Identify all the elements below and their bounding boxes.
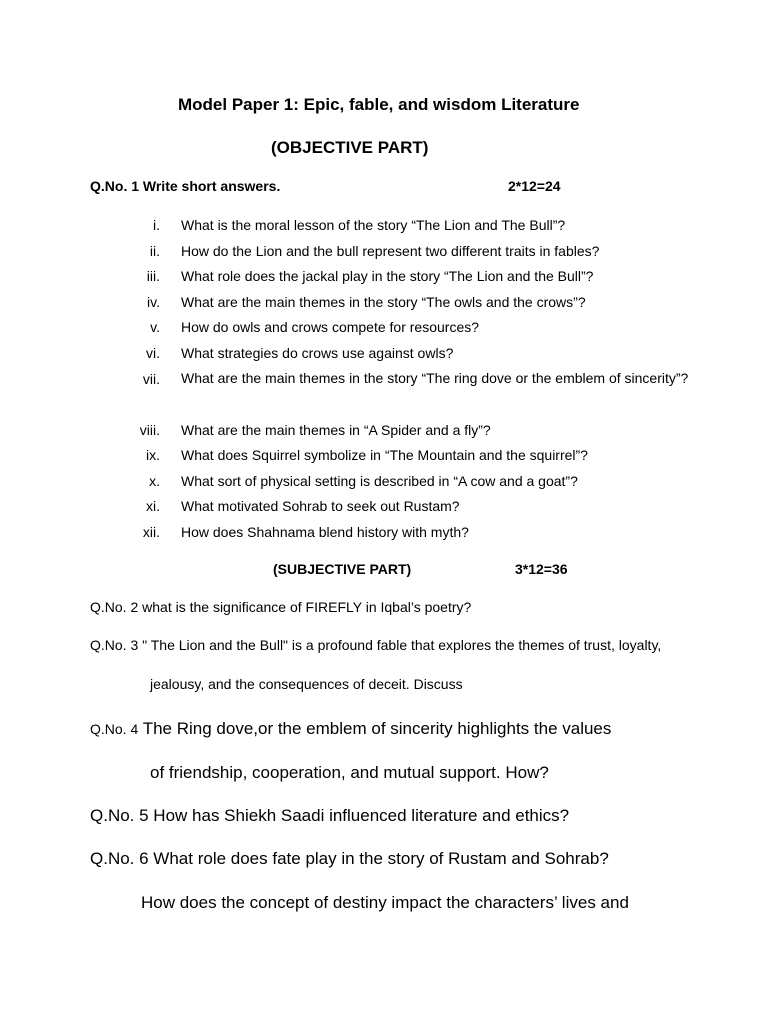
subjective-heading: (SUBJECTIVE PART) xyxy=(273,561,412,577)
item-text: How do owls and crows compete for resources? xyxy=(181,319,480,336)
q4-line2: of friendship, cooperation, and mutual support. How? xyxy=(150,763,549,782)
item-number: vi. xyxy=(146,344,160,361)
q4-label: Q.No. 4 xyxy=(90,721,139,737)
list-item xyxy=(90,497,730,523)
list-item xyxy=(90,242,730,268)
q5-text: Q.No. 5 How has Shiekh Saadi influenced literature and ethics? xyxy=(90,806,570,825)
objective-heading: (OBJECTIVE PART) xyxy=(271,138,429,157)
item-text: What are the main themes in “A Spider and a fly”? xyxy=(181,421,491,438)
list-item xyxy=(90,293,730,319)
item-number: iv. xyxy=(147,293,160,310)
list-item xyxy=(90,370,730,421)
q1-marks: 2*12=24 xyxy=(508,178,561,194)
item-text: What are the main themes in the story “The ring dove or the emblem of sincerity”? xyxy=(181,369,689,386)
list-item xyxy=(90,318,730,344)
q4-line1: The Ring dove,or the emblem of sincerity highlights the values xyxy=(142,719,612,738)
item-text: What motivated Sohrab to seek out Rustam? xyxy=(181,498,460,515)
item-number: v. xyxy=(150,319,160,336)
q6-line2: How does the concept of destiny impact the characters’ lives and xyxy=(141,893,629,912)
item-text: What are the main themes in the story “The owls and the crows”? xyxy=(181,293,586,310)
subjective-marks: 3*12=36 xyxy=(515,561,568,577)
item-text: What strategies do crows use against owls? xyxy=(181,344,454,361)
q2-text: Q.No. 2 what is the significance of FIREFLY in Iqbal’s poetry? xyxy=(90,599,472,615)
item-text: What role does the jackal play in the story “The Lion and the Bull”? xyxy=(181,268,594,285)
list-item xyxy=(90,446,730,472)
item-number: xii. xyxy=(142,523,160,540)
item-number: viii. xyxy=(139,421,160,438)
item-text: How do the Lion and the bull represent two different traits in fables? xyxy=(181,242,600,259)
item-number: i. xyxy=(153,217,160,233)
list-item xyxy=(90,472,730,498)
item-number: xi. xyxy=(146,498,160,515)
item-number: iii. xyxy=(146,268,160,285)
item-text: What does Squirrel symbolize in “The Mountain and the squirrel”? xyxy=(181,447,588,464)
q6-line1: Q.No. 6 What role does fate play in the story of Rustam and Sohrab? xyxy=(90,849,609,868)
q3-line2: jealousy, and the consequences of deceit. Discuss xyxy=(150,676,463,692)
item-number: vii. xyxy=(142,370,160,387)
item-number: ii. xyxy=(149,242,160,259)
q4-line1-group xyxy=(90,719,611,739)
item-text: What sort of physical setting is described in “A cow and a goat”? xyxy=(181,472,578,489)
list-item xyxy=(90,216,730,242)
item-text: What is the moral lesson of the story “The Lion and The Bull”? xyxy=(181,217,566,233)
q1-question-list xyxy=(90,216,730,549)
page-title: Model Paper 1: Epic, fable, and wisdom Literature xyxy=(178,95,580,114)
item-number: ix. xyxy=(146,447,160,464)
list-item xyxy=(90,523,730,549)
item-number: x. xyxy=(149,472,160,489)
q3-line1: Q.No. 3 " The Lion and the Bull" is a profound fable that explores the themes of trust, loyalty, xyxy=(90,637,662,653)
q1-label: Q.No. 1 Write short answers. xyxy=(90,178,281,194)
item-text: How does Shahnama blend history with myth? xyxy=(181,523,469,540)
list-item xyxy=(90,267,730,293)
list-item xyxy=(90,421,730,447)
